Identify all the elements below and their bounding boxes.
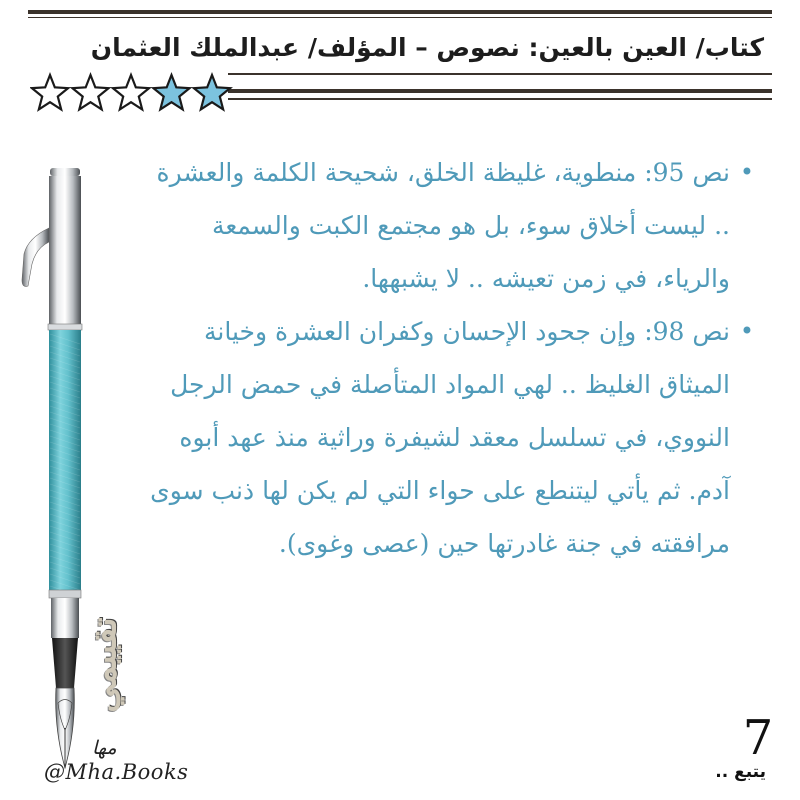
- title-rule-lower: [228, 98, 772, 100]
- star-filled-icon: [153, 75, 189, 109]
- title-rule-thick: [228, 89, 772, 93]
- signature-name: مها: [92, 737, 117, 759]
- review-item: [136, 146, 756, 305]
- bullet-dot-icon: •: [739, 317, 755, 345]
- top-rule-thin: [28, 17, 772, 18]
- star-filled-icon: [194, 75, 230, 109]
- author-handle: @Mha.Books: [44, 760, 189, 784]
- review-text: نص 95: منطوية، غليظة الخلق، شحيحة الكلمة والعشرة .. ليست أخلاق سوء، بل هو مجتمع الكبت والسمعة والرياء، في زمن تعيشه .. لا يشبهها.: [156, 158, 730, 293]
- review-list: [136, 146, 756, 570]
- review-text: نص 98: وإن جحود الإحسان وكفران العشرة وخيانة الميثاق الغليظ .. لهي المواد المتأصلة في حمض الرجل النووي، في تسلسل معقد لشيفرة وراثية منذ عهد أبوه آدم. ثم يأتي ليتنطع على حواء التي لم يكن لها ذنب سوى مرافقته في جنة غادرتها حين (عصى وغوى).: [150, 317, 730, 558]
- top-rule: [28, 10, 772, 14]
- continued-label: يتبع ..: [715, 762, 766, 782]
- rating-stamp: [84, 585, 126, 745]
- star-empty-icon: [72, 75, 108, 109]
- fountain-pen-icon: [14, 168, 94, 788]
- bullet-dot-icon: •: [739, 158, 755, 186]
- star-empty-icon: [32, 75, 68, 109]
- page-number: 7: [742, 710, 774, 766]
- rating-stamp-text: تقييمي: [85, 617, 125, 713]
- star-empty-icon: [113, 75, 149, 109]
- review-item: [136, 305, 756, 570]
- title-rule-upper: [228, 73, 772, 75]
- page-title: كتاب/ العين بالعين: نصوص – المؤلف/ عبدالملك العثمان: [90, 33, 764, 62]
- star-rating: [30, 71, 234, 113]
